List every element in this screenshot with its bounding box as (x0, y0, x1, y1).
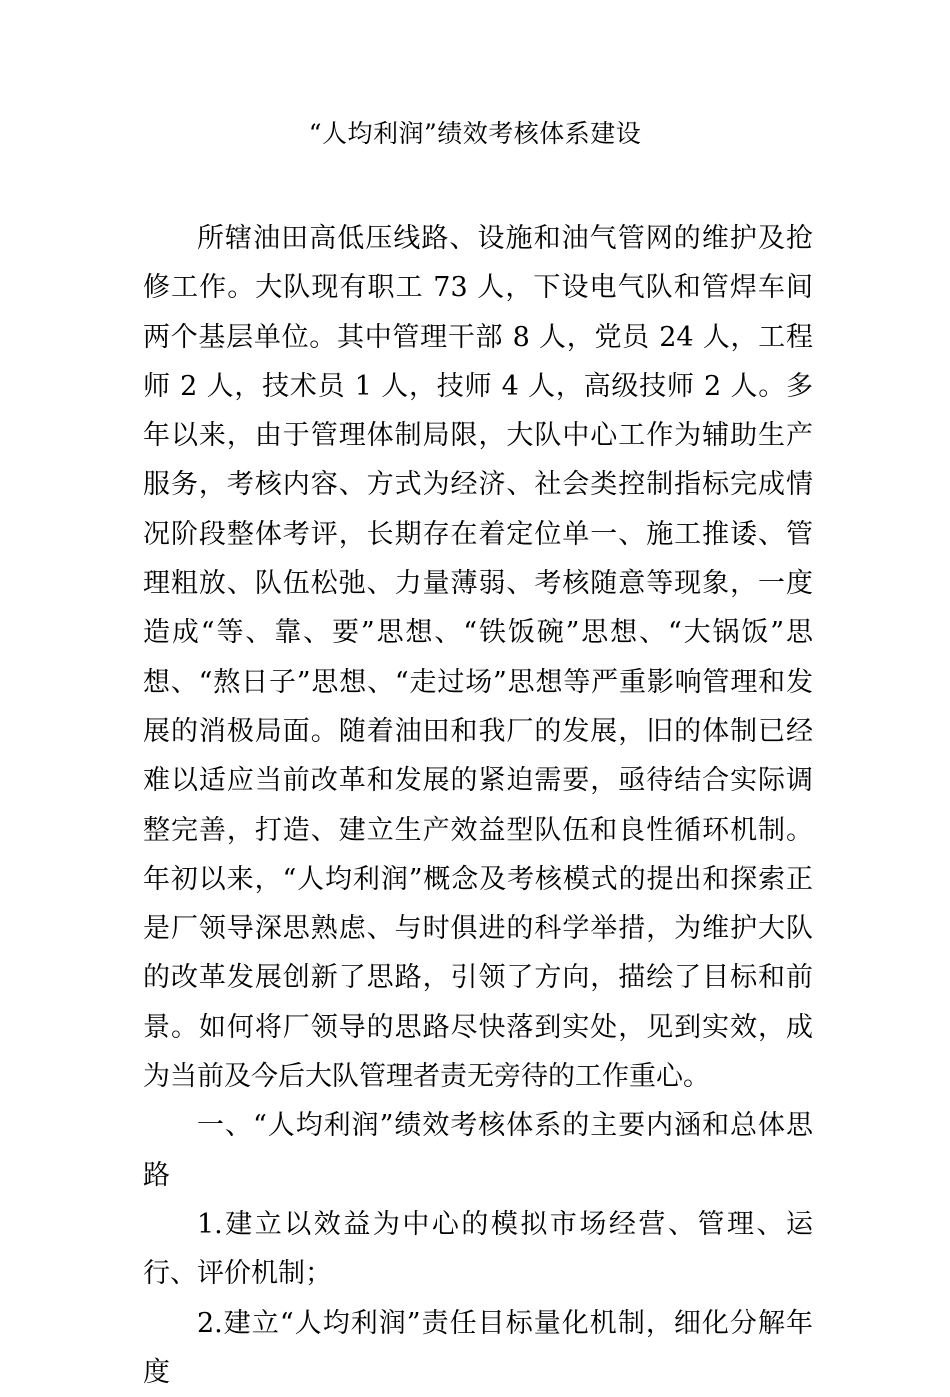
list-item-2: 2.建立“人均利润”责任目标量化机制，细化分解年度 (143, 1307, 813, 1388)
intro-paragraph: 所辖油田高低压线路、设施和油气管网的维护及抢修工作。大队现有职工 73 人，下设电气队和管焊车间两个基层单位。其中管理干部 8 人，党员 24 人，工程师 2 人，技术员 1 人，技师 4 人，高级技师 2 人。多年以来，由于管理体制局限，大队中心工作为辅助生产服务，考核内容、方式为经济、社会类控制指标完成情况阶段整体考评，长期存在着定位单一、施工推诿、管理粗放、队伍松弛、力量薄弱、考核随意等现象，一度造成“等、靠、要”思想、“铁饭碗”思想、“大锅饭”思想、“熬日子”思想、“走过场”思想等严重影响管理和发展的消极局面。随着油田和我厂的发展，旧的体制已经难以适应当前改革和发展的紧迫需要，亟待结合实际调整完善，打造、建立生产效益型队伍和良性循环机制。年初以来，“人均利润”概念及考核模式的提出和探索正是厂领导深思熟虑、与时俱进的科学举措，为维护大队的改革发展创新了思路，引领了方向，描绘了目标和前景。如何将厂领导的思路尽快落到实处，见到实效，成为当前及今后大队管理者责无旁待的工作重心。 (143, 223, 813, 1093)
document-title: “人均利润”绩效考核体系建设 (308, 119, 642, 148)
document-body (143, 214, 813, 1397)
list-item-1: 1.建立以效益为中心的模拟市场经营、管理、运行、评价机制； (143, 1208, 813, 1290)
section-heading: 一、“人均利润”绩效考核体系的主要内涵和总体思路 (143, 1110, 813, 1191)
